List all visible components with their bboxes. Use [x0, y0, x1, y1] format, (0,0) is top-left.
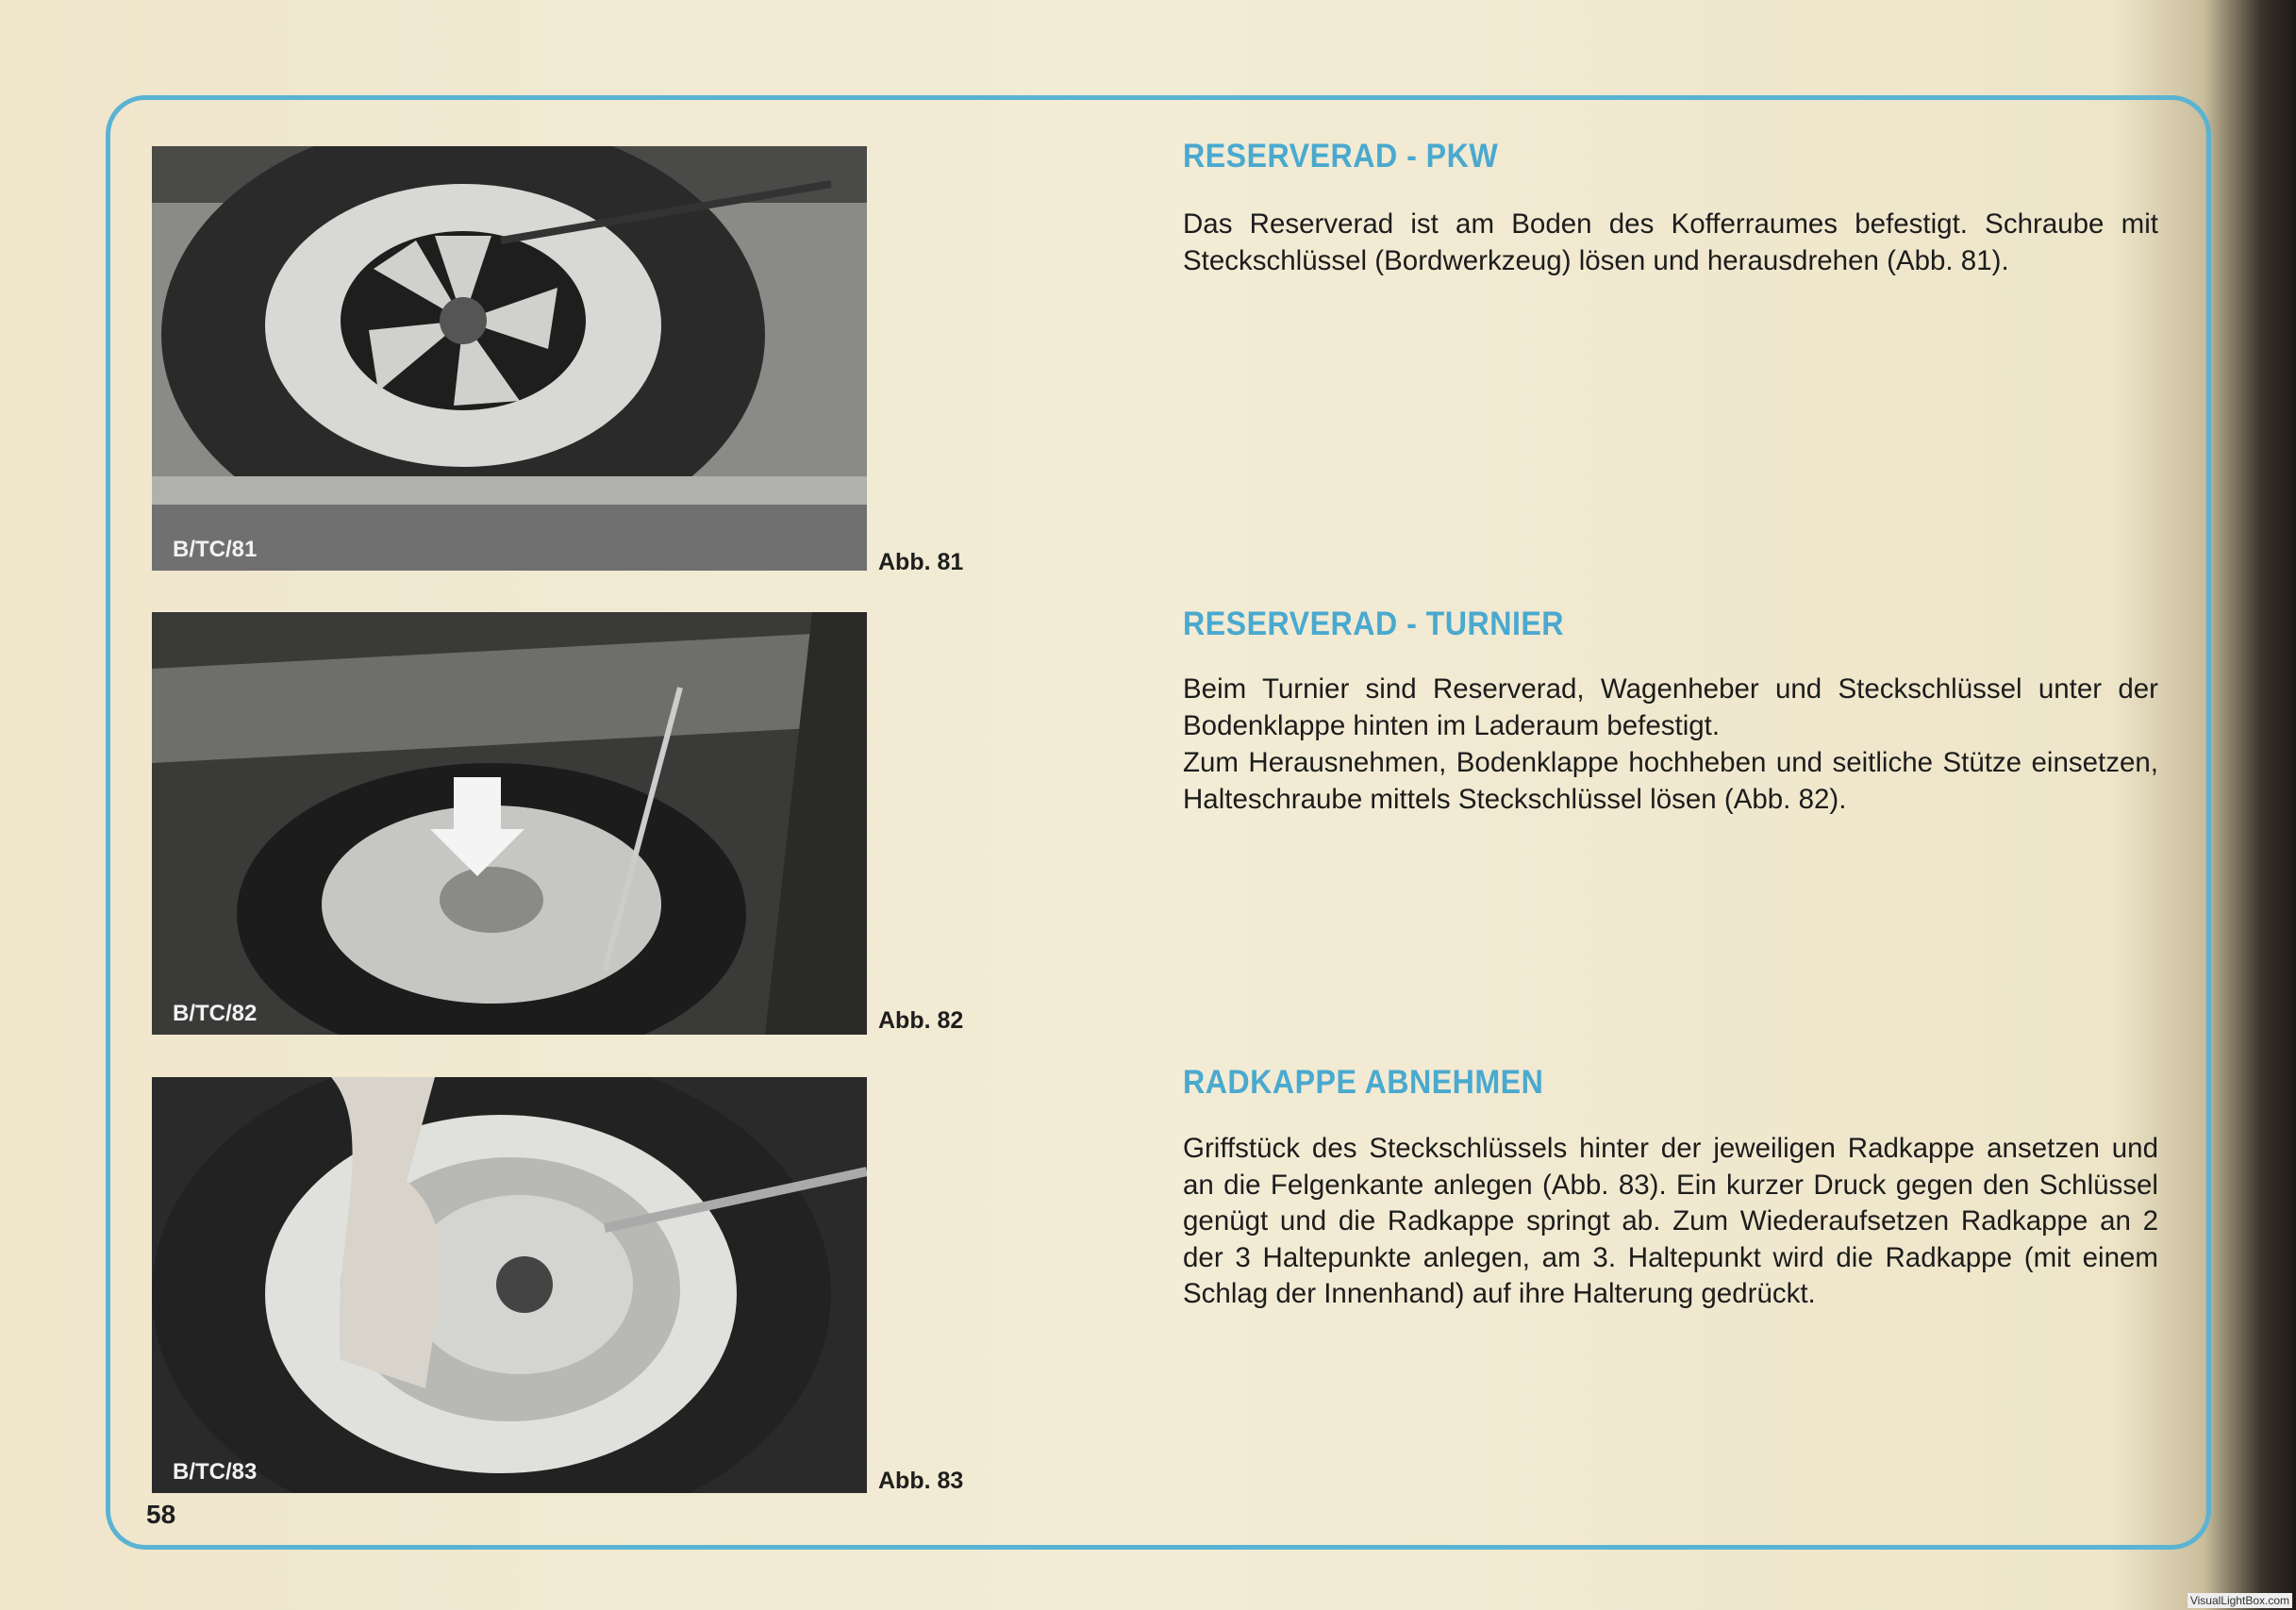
- section-heading: RADKAPPE ABNEHMEN: [1183, 1064, 1544, 1101]
- figure-caption: Abb. 83: [878, 1468, 964, 1494]
- section-body-continued: Zum Herausnehmen, Bodenklappe hochheben und seitliche Stütze einsetzen, Halteschraube mittels Steckschlüssel lösen (Abb. 82).: [1183, 747, 2158, 815]
- figure-82-photo: [152, 612, 867, 1035]
- figure-81-photo: [152, 146, 867, 571]
- section-heading: RESERVERAD - PKW: [1183, 138, 1499, 174]
- page-number: 58: [146, 1500, 176, 1529]
- watermark: VisualLightBox.com: [2188, 1593, 2292, 1608]
- figure-code: B/TC/81: [173, 537, 258, 562]
- section-body: Beim Turnier sind Reserverad, Wagenheber und Steckschlüssel unter der Bodenklappe hinten im Laderaum befestigt.: [1183, 673, 2158, 741]
- spare-wheel-estate-image: [152, 612, 867, 1035]
- hubcap-removal-image: [152, 1077, 867, 1493]
- spare-wheel-trunk-image: [152, 146, 867, 571]
- figure-caption: Abb. 82: [878, 1007, 964, 1034]
- figure-code: B/TC/83: [173, 1459, 258, 1485]
- figure-caption: Abb. 81: [878, 549, 964, 575]
- figure-code: B/TC/82: [173, 1001, 258, 1026]
- section-heading: RESERVERAD - TURNIER: [1183, 606, 1565, 642]
- figure-83-photo: [152, 1077, 867, 1493]
- section-body: Griffstück des Steckschlüssels hinter der jeweiligen Radkappe ansetzen und an die Felgenkante anlegen (Abb. 83). Ein kurzer Druck gegen den Schlüssel genügt und die Radkappe springt ab. Zum Wiederaufsetzen Radkappe an 2 der 3 Haltepunkte anlegen, am 3. Haltepunkt wird die Radkappe (mit einem Schlag der Innenhand) auf ihre Halterung gedrückt.: [1183, 1133, 2158, 1309]
- section-body: Das Reserverad ist am Boden des Kofferraumes befestigt. Schraube mit Steckschlüssel (Bordwerkzeug) lösen und herausdrehen (Abb. 81).: [1183, 208, 2158, 276]
